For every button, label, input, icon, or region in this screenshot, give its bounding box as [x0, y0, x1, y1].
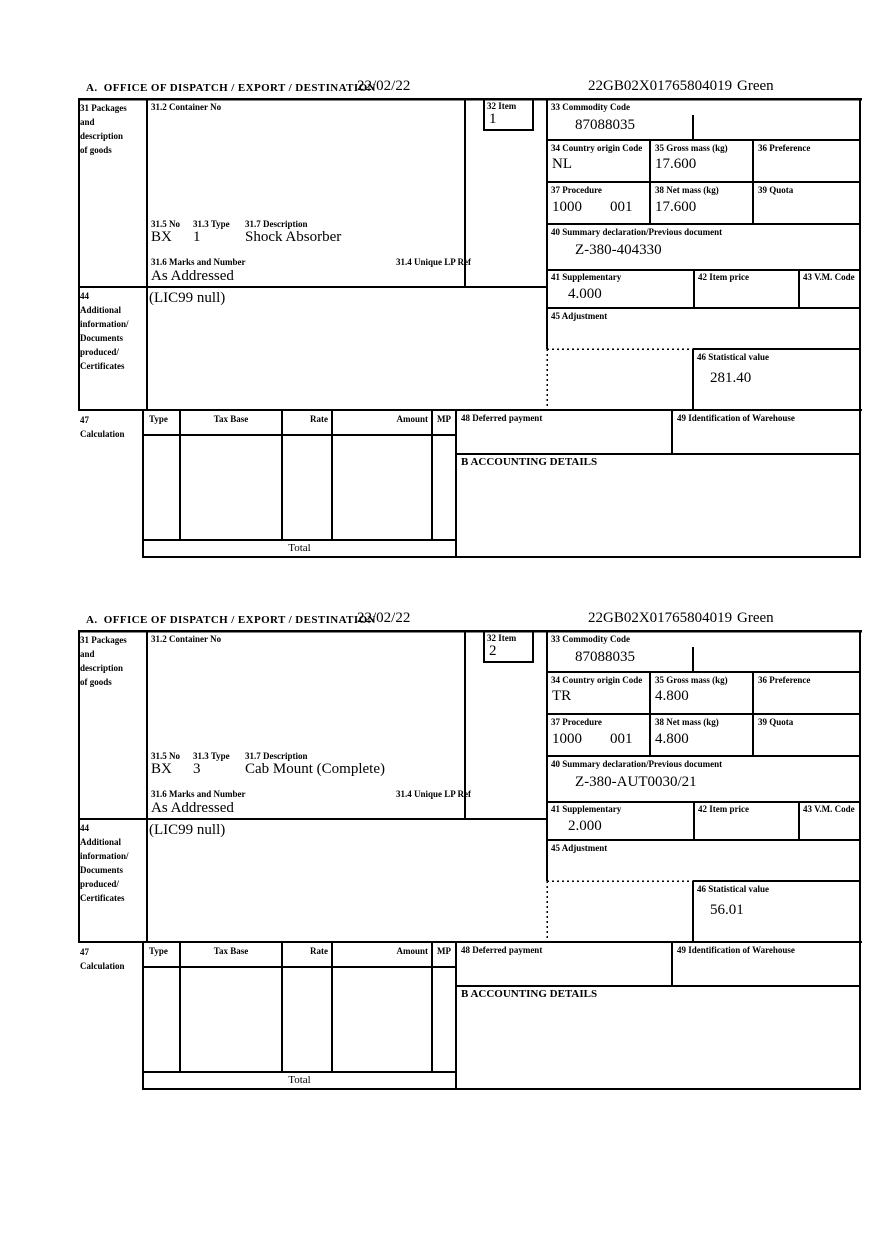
box47-label-line: Calculation — [80, 429, 125, 439]
box44-label-line: Certificates — [80, 361, 125, 371]
goods-description-value: Cab Mount (Complete) — [245, 761, 385, 777]
total-label: Total — [288, 1074, 311, 1086]
calc-col-amount-header: Amount — [396, 414, 428, 424]
box33-commodity-label: 33 Commodity Code — [551, 102, 630, 112]
box43-vm-code-label: 43 V.M. Code — [803, 272, 855, 282]
box42-item-price-label: 42 Item price — [698, 272, 749, 282]
marks-value: As Addressed — [151, 800, 234, 816]
box45-adjustment-label: 45 Adjustment — [551, 311, 608, 321]
previous-document-value: Z-380-404330 — [575, 242, 662, 258]
box41-supplementary-label: 41 Supplementary — [551, 272, 622, 282]
calc-col-type-header: Type — [149, 414, 168, 424]
box31-label-line: and — [80, 649, 95, 659]
gross-mass-value: 4.800 — [655, 688, 689, 704]
box44-label-line: 44 — [80, 291, 89, 301]
box40-previous-document-label: 40 Summary declaration/Previous document — [551, 759, 723, 769]
box44-label-line: Certificates — [80, 893, 125, 903]
box47-calculation-label — [80, 413, 125, 441]
box39-quota-label: 39 Quota — [758, 185, 794, 195]
form-grid — [0, 80, 882, 560]
box31-label-line: and — [80, 117, 95, 127]
box43-vm-code-label: 43 V.M. Code — [803, 804, 855, 814]
box31-label — [80, 101, 127, 157]
box31-4-lp-ref-label: 31.4 Unique LP Ref — [396, 257, 472, 267]
box31-6-marks-label: 31.6 Marks and Number — [151, 257, 246, 267]
box34-origin-label: 34 Country origin Code — [551, 675, 643, 685]
box31-2-container-label: 31.2 Container No — [151, 634, 222, 644]
mrn-number: 22GB02X01765804019 — [588, 78, 733, 94]
accounting-details-label: B ACCOUNTING DETAILS — [461, 456, 598, 468]
calc-col-mp-header: MP — [437, 946, 451, 956]
box44-label-line: Documents — [80, 333, 123, 343]
calc-col-tax-base-header: Tax Base — [213, 946, 249, 956]
packages-number-value: BX — [151, 761, 172, 777]
box45-adjustment-label: 45 Adjustment — [551, 843, 608, 853]
box44-label-line: produced/ — [80, 347, 119, 357]
country-origin-value: TR — [552, 688, 572, 704]
country-origin-value: NL — [552, 156, 572, 172]
box44-label-line: Additional — [80, 837, 122, 847]
box31-4-lp-ref-label: 31.4 Unique LP Ref — [396, 789, 472, 799]
box32-item-label: 32 Item — [487, 633, 517, 643]
procedure-extra-value: 001 — [610, 199, 633, 215]
box38-net-mass-label: 38 Net mass (kg) — [655, 185, 719, 195]
supplementary-units-value: 2.000 — [568, 818, 602, 834]
box31-7-description-label: 31.7 Description — [245, 751, 308, 761]
gross-mass-value: 17.600 — [655, 156, 697, 172]
box35-gross-mass-label: 35 Gross mass (kg) — [655, 675, 728, 685]
box44-label — [80, 289, 129, 373]
supplementary-units-value: 4.000 — [568, 286, 602, 302]
box31-6-marks-label: 31.6 Marks and Number — [151, 789, 246, 799]
box41-supplementary-label: 41 Supplementary — [551, 804, 622, 814]
additional-information-value: (LIC99 null) — [149, 822, 226, 838]
box33-commodity-label: 33 Commodity Code — [551, 634, 630, 644]
box44-label-line: Documents — [80, 865, 123, 875]
box34-origin-label: 34 Country origin Code — [551, 143, 643, 153]
box32-item-label: 32 Item — [487, 101, 517, 111]
commodity-code-value: 87088035 — [575, 117, 635, 133]
box31-3-type-label: 31.3 Type — [193, 751, 230, 761]
office-of-dispatch-header: A. OFFICE OF DISPATCH / EXPORT / DESTINATION — [86, 82, 376, 94]
box44-label-line: information/ — [80, 319, 129, 329]
form-grid — [0, 612, 882, 1092]
box36-preference-label: 36 Preference — [758, 675, 811, 685]
box47-calculation-label — [80, 945, 125, 973]
box46-statistical-label: 46 Statistical value — [697, 884, 769, 894]
routing-status: Green — [737, 610, 774, 626]
net-mass-value: 17.600 — [655, 199, 697, 215]
box37-procedure-label: 37 Procedure — [551, 717, 602, 727]
calc-col-type-header: Type — [149, 946, 168, 956]
box39-quota-label: 39 Quota — [758, 717, 794, 727]
box49-warehouse-label: 49 Identification of Warehouse — [677, 413, 795, 423]
declaration-item-section-1 — [0, 80, 882, 560]
box44-label-line: information/ — [80, 851, 129, 861]
box48-deferred-payment-label: 48 Deferred payment — [461, 945, 543, 955]
box37-procedure-label: 37 Procedure — [551, 185, 602, 195]
additional-information-value: (LIC99 null) — [149, 290, 226, 306]
box31-2-container-label: 31.2 Container No — [151, 102, 222, 112]
box31-label-line: 31 Packages — [80, 103, 127, 113]
packages-type-value: 1 — [193, 229, 201, 245]
accounting-details-label: B ACCOUNTING DETAILS — [461, 988, 598, 1000]
declaration-date: 22/02/22 — [357, 610, 411, 626]
item-number-value: 1 — [489, 111, 497, 127]
item-number-value: 2 — [489, 643, 497, 659]
box31-label-line: description — [80, 663, 124, 673]
calc-col-rate-header: Rate — [310, 946, 328, 956]
box40-previous-document-label: 40 Summary declaration/Previous document — [551, 227, 723, 237]
procedure-value: 1000 — [552, 199, 582, 215]
statistical-value: 56.01 — [710, 902, 744, 918]
calc-col-tax-base-header: Tax Base — [213, 414, 249, 424]
box31-label-line: description — [80, 131, 124, 141]
goods-description-value: Shock Absorber — [245, 229, 342, 245]
box46-statistical-label: 46 Statistical value — [697, 352, 769, 362]
box36-preference-label: 36 Preference — [758, 143, 811, 153]
statistical-value: 281.40 — [710, 370, 752, 386]
box31-5-no-label: 31.5 No — [151, 219, 180, 229]
box38-net-mass-label: 38 Net mass (kg) — [655, 717, 719, 727]
box47-label-line: Calculation — [80, 961, 125, 971]
box49-warehouse-label: 49 Identification of Warehouse — [677, 945, 795, 955]
box44-label — [80, 821, 129, 905]
box47-label-line: 47 — [80, 947, 89, 957]
net-mass-value: 4.800 — [655, 731, 689, 747]
marks-value: As Addressed — [151, 268, 234, 284]
box31-label-line: 31 Packages — [80, 635, 127, 645]
box31-label — [80, 633, 127, 689]
packages-type-value: 3 — [193, 761, 201, 777]
box31-3-type-label: 31.3 Type — [193, 219, 230, 229]
box31-label-line: of goods — [80, 677, 112, 687]
total-label: Total — [288, 542, 311, 554]
calc-col-mp-header: MP — [437, 414, 451, 424]
mrn-number: 22GB02X01765804019 — [588, 610, 733, 626]
box31-7-description-label: 31.7 Description — [245, 219, 308, 229]
box47-label-line: 47 — [80, 415, 89, 425]
box44-label-line: produced/ — [80, 879, 119, 889]
procedure-extra-value: 001 — [610, 731, 633, 747]
box31-5-no-label: 31.5 No — [151, 751, 180, 761]
declaration-date: 22/02/22 — [357, 78, 411, 94]
office-of-dispatch-header: A. OFFICE OF DISPATCH / EXPORT / DESTINATION — [86, 614, 376, 626]
previous-document-value: Z-380-AUT0030/21 — [575, 774, 697, 790]
calc-col-amount-header: Amount — [396, 946, 428, 956]
box44-label-line: Additional — [80, 305, 122, 315]
packages-number-value: BX — [151, 229, 172, 245]
procedure-value: 1000 — [552, 731, 582, 747]
commodity-code-value: 87088035 — [575, 649, 635, 665]
box31-label-line: of goods — [80, 145, 112, 155]
box48-deferred-payment-label: 48 Deferred payment — [461, 413, 543, 423]
box44-label-line: 44 — [80, 823, 89, 833]
declaration-item-section-2 — [0, 612, 882, 1092]
box35-gross-mass-label: 35 Gross mass (kg) — [655, 143, 728, 153]
calc-col-rate-header: Rate — [310, 414, 328, 424]
routing-status: Green — [737, 78, 774, 94]
box42-item-price-label: 42 Item price — [698, 804, 749, 814]
